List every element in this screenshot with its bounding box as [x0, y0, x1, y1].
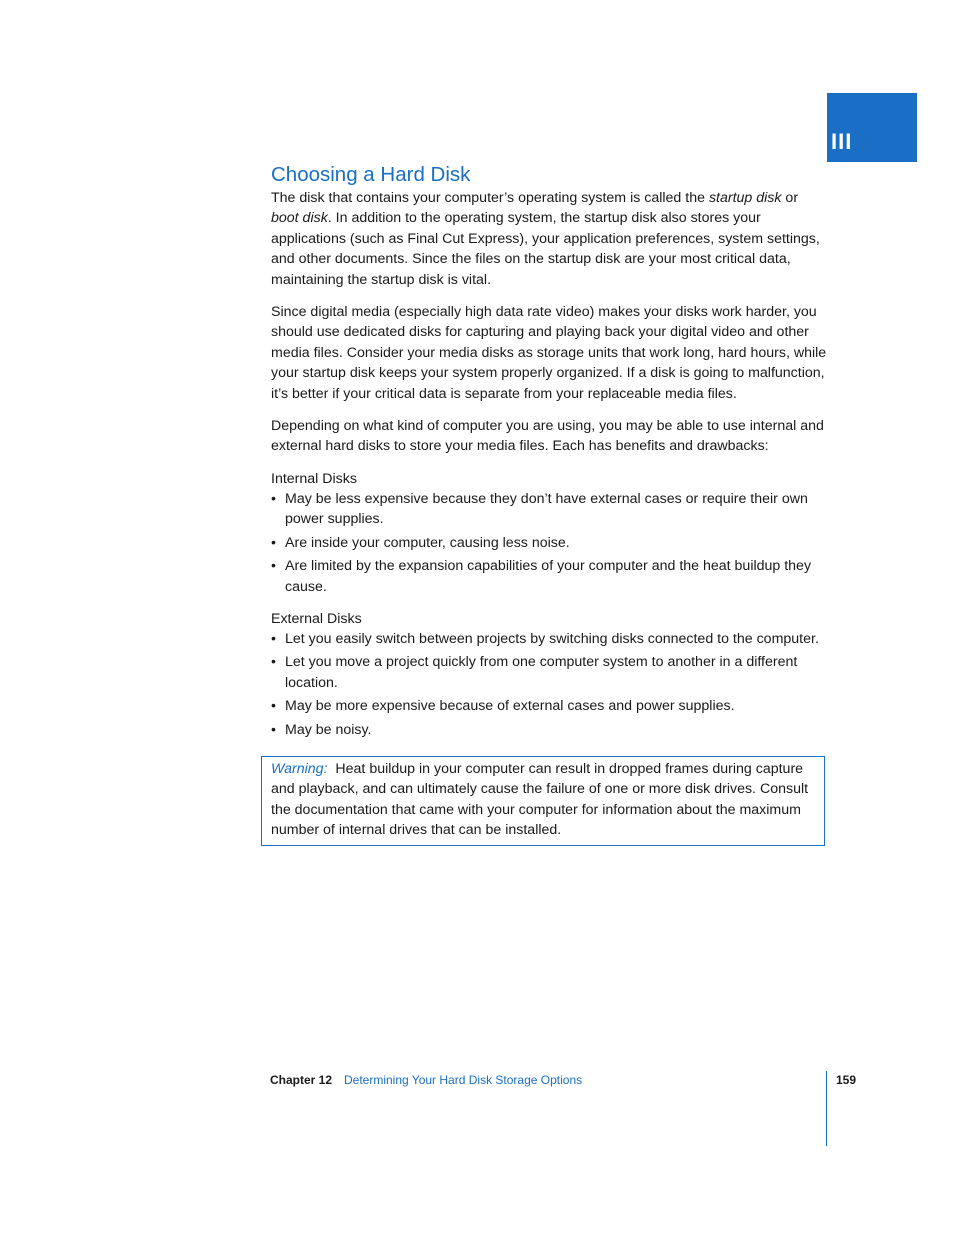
paragraph-dedicated-disks: Since digital media (especially high data rate video) makes your disks work harder, you should use dedicated disks for capturing and playing back your digital video and other media files. Consider your media disks as storage units that work long, hard hours, while your startup disk keeps your system properly organized. If a disk is going to malfunction, it’s better if your critical data is separate from your replaceable media files. [271, 304, 827, 402]
list-item: • Let you move a project quickly from one computer system to another in a different location. [271, 652, 831, 693]
internal-disks-heading: Internal Disks [271, 471, 357, 487]
footer-chapter-title: Determining Your Hard Disk Storage Options [344, 1073, 583, 1087]
p1-text-c: . In addition to the operating system, the startup disk also stores your applications (such as Final Cut Express), your application preferences, system settings, and other documents. Since the files on the startup disk are your most critical data, maintaining the startup disk is vital. [271, 210, 820, 288]
warning-box [261, 756, 825, 846]
part-number: III [831, 129, 853, 154]
footer-chapter: Chapter 12 [270, 1073, 333, 1087]
external-disks-list [271, 629, 831, 740]
list-item: • May be noisy. [271, 720, 831, 740]
p1-text-a: The disk that contains your computer’s operating system is called the [271, 190, 709, 206]
footer-divider [826, 1071, 827, 1146]
part-tab [827, 93, 917, 162]
list-item: • May be less expensive because they don’t have external cases or require their own power supplies. [271, 489, 831, 530]
section-title: Choosing a Hard Disk [271, 163, 471, 186]
internal-disks-list [271, 489, 831, 597]
paragraph-startup-disk [271, 188, 827, 290]
p1-text-b: or [781, 190, 799, 206]
paragraph-disk-types: Depending on what kind of computer you are using, you may be able to use internal and external hard disks to store your media files. Each has benefits and drawbacks: [271, 418, 824, 455]
list-item: • May be more expensive because of external cases and power supplies. [271, 696, 831, 716]
p1-term-startup-disk: startup disk [708, 190, 782, 206]
list-item: • Are limited by the expansion capabilities of your computer and the heat buildup they cause. [271, 556, 831, 597]
warning-text: Heat buildup in your computer can result in dropped frames during capture and playback, and can ultimately cause the failure of one or more disk drives. Consult the documentation that came with your computer for information about the maximum number of internal drives that can be installed. [271, 761, 809, 839]
list-item: • Let you easily switch between projects by switching disks connected to the computer. [271, 629, 831, 649]
external-disks-heading: External Disks [271, 611, 362, 627]
warning-label: Warning: [271, 761, 328, 777]
page-number: 159 [836, 1073, 857, 1087]
list-item: • Are inside your computer, causing less noise. [271, 533, 831, 553]
p1-term-boot-disk: boot disk [271, 210, 328, 227]
warning-text-block [271, 759, 819, 841]
